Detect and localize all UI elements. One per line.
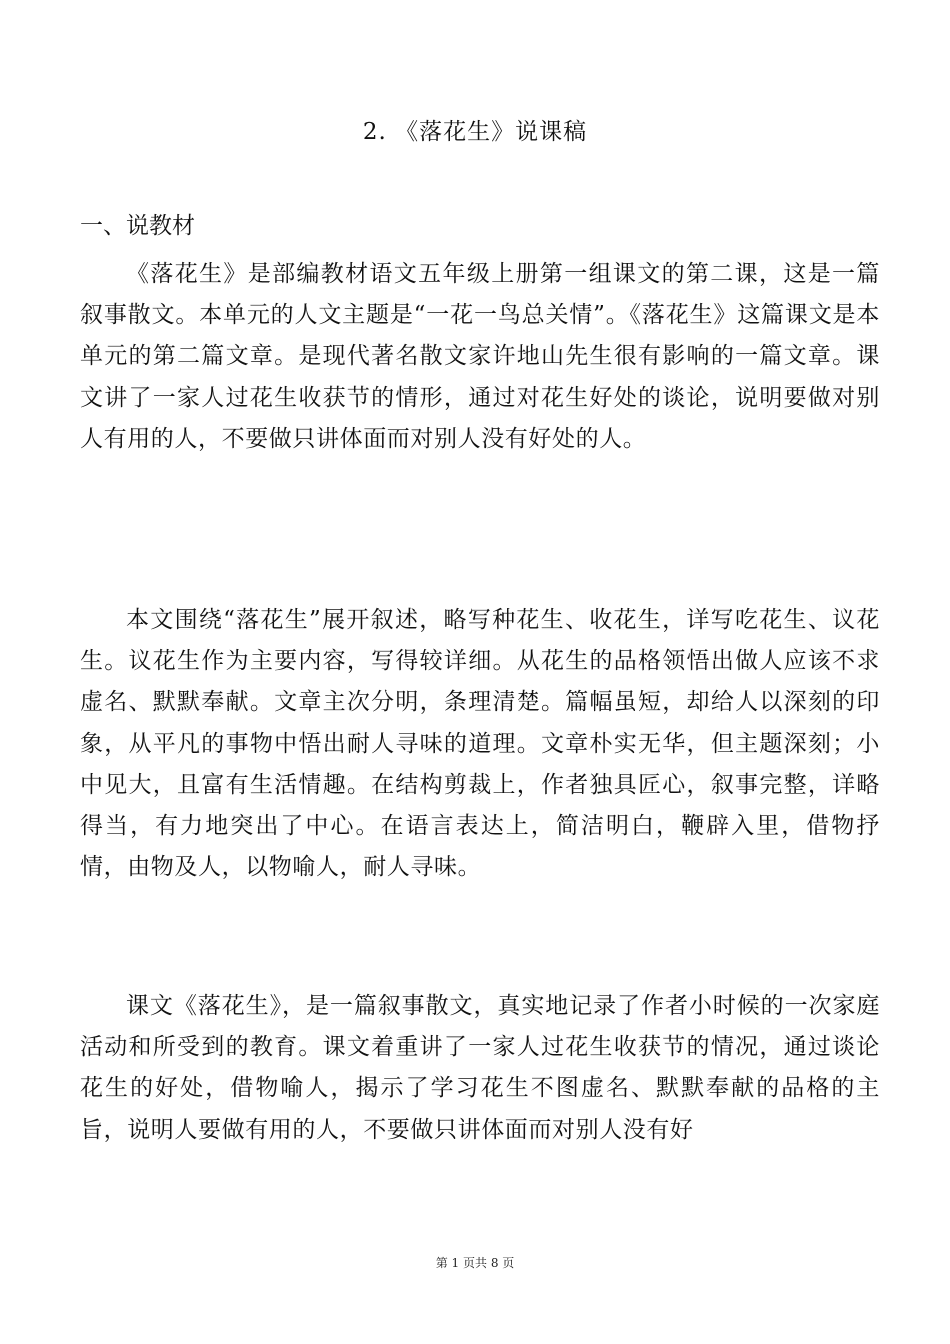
section-heading: 一、说教材 [80, 213, 195, 239]
paragraph-3: 课文《落花生》，是一篇叙事散文，真实地记录了作者小时候的一次家庭活动和所受到的教育。课文着重讲了一家人过花生收获节的情况，通过谈论花生的好处，借物喻人，揭示了学习花生不图虚名、默默奉献的品格的主旨，说明人要做有用的人，不要做只讲体面而对别人没有好 [80, 993, 880, 1143]
page-title: 2. 《落花生》说课稿 [362, 119, 588, 145]
paragraph-1: 《落花生》是部编教材语文五年级上册第一组课文的第二课，这是一篇叙事散文。本单元的人文主题是“一花一鸟总关情”。《落花生》这篇课文是本单元的第二篇文章。是现代著名散文家许地山先生很有影响的一篇文章。课文讲了一家人过花生收获节的情形，通过对花生好处的谈论，说明要做对别人有用的人，不要做只讲体面而对别人没有好处的人。 [80, 261, 880, 452]
paragraph-2: 本文围绕“落花生”展开叙述，略写种花生、收花生，详写吃花生、议花生。议花生作为主要内容，写得较详细。从花生的品格领悟出做人应该不求虚名、默默奉献。文章主次分明，条理清楚。篇幅虽短，却给人以深刻的印象，从平凡的事物中悟出耐人寻味的道理。文章朴实无华，但主题深刻；小中见大，且富有生活情趣。在结构剪裁上，作者独具匠心，叙事完整，详略得当，有力地突出了中心。在语言表达上，简洁明白，鞭辟入里，借物抒情，由物及人，以物喻人，耐人寻味。 [80, 607, 880, 881]
page-footer: 第 1 页共 8 页 [435, 1256, 515, 1270]
